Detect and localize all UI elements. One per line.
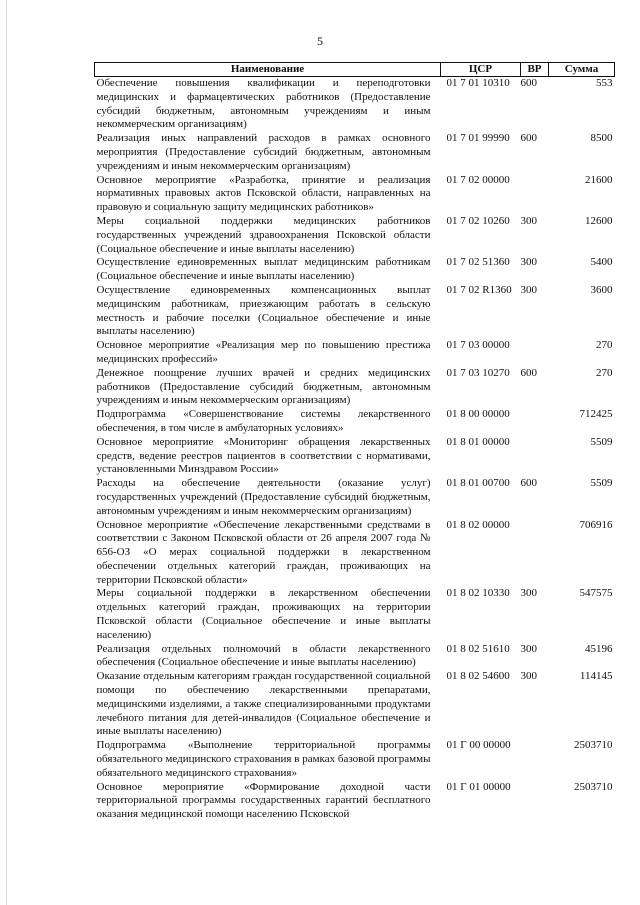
row-csr-code: 01 8 00 00000	[446, 408, 510, 421]
header-sum: Сумма	[549, 63, 615, 77]
row-vr-code	[521, 339, 549, 367]
row-sum: 3600	[590, 283, 613, 296]
table-row	[95, 436, 615, 477]
row-sum: 8500	[590, 132, 613, 145]
table-row	[95, 739, 615, 780]
row-sum: 270	[596, 339, 613, 352]
row-name: Подпрограмма «Выполнение территориальной программы обязательного медицинского страхования в рамках базовой программы обязательного медицинского страхования»	[96, 739, 431, 779]
table-row	[95, 367, 615, 408]
row-sum: 5509	[590, 435, 613, 448]
table-row	[95, 284, 615, 339]
row-vr-code: 600	[520, 477, 537, 490]
row-sum: 45196	[585, 642, 613, 655]
table-row	[95, 519, 615, 588]
row-csr-code: 01 8 01 00000	[446, 435, 510, 448]
row-csr-code: 01 7 01 99990	[446, 132, 510, 145]
row-csr-code: 01 7 02 51360	[446, 256, 510, 269]
table-row	[95, 781, 615, 822]
row-sum: 553	[596, 77, 613, 89]
row-sum: 114145	[579, 670, 613, 683]
table-row	[95, 339, 615, 367]
row-sum: 12600	[585, 214, 613, 227]
row-name: Основное мероприятие «Формирование доходной части территориальной программы государственных гарантий бесплатного оказания медицинской помощи населению Псковской	[96, 780, 431, 821]
row-sum: 2503710	[574, 780, 613, 793]
table-row	[95, 215, 615, 256]
row-sum: 706916	[579, 518, 613, 531]
row-sum: 21600	[585, 173, 613, 186]
row-csr-code: 01 7 02 00000	[446, 173, 510, 186]
row-name: Основное мероприятие «Разработка, принятие и реализация нормативных правовых актов Псковской области, направленных на правовую и социальную защиту медицинских работников»	[96, 173, 431, 214]
table-header-row	[95, 63, 615, 77]
row-vr-code: 600	[520, 366, 537, 379]
row-name: Обеспечение повышения квалификации и переподготовки медицинских и фармацевтических работников (Предоставление субсидий бюджетным, автономным учреждениям и иным некоммерческим организациям)	[96, 77, 431, 131]
row-csr-code: 01 8 01 00700	[446, 477, 510, 490]
table-row	[95, 670, 615, 739]
row-csr-code: 01 Г 00 00000	[446, 739, 511, 752]
row-name: Меры социальной поддержки в лекарственном обеспечении отдельных категорий граждан, проживающих на территории Псковской области (Социальное обеспечение и иные выплаты населению)	[96, 587, 431, 641]
row-csr-code: 01 8 02 54600	[446, 670, 510, 683]
table-row	[95, 643, 615, 671]
row-vr-code: 600	[520, 77, 537, 89]
budget-table	[94, 62, 615, 822]
row-vr-code: 300	[520, 670, 537, 683]
row-vr-code	[521, 408, 549, 436]
row-csr-code: 01 7 03 00000	[446, 339, 510, 352]
row-name: Осуществление единовременных компенсационных выплат медицинским работникам, приезжающим работать в сельскую местность и рабочие поселки (Социальное обеспечение и иные выплаты населению)	[96, 283, 431, 338]
row-csr-code: 01 Г 01 00000	[446, 780, 511, 793]
row-csr-code: 01 7 03 10270	[446, 366, 510, 379]
row-csr-code: 01 7 02 10260	[446, 214, 510, 227]
row-sum: 712425	[579, 408, 613, 421]
row-name: Расходы на обеспечение деятельности (оказание услуг) государственных учреждений (Предоставление субсидий бюджетным, автономным учреждениям и иным некоммерческим организациям)	[96, 477, 431, 517]
row-vr-code	[521, 174, 549, 215]
budget-table-container	[94, 62, 614, 822]
row-csr-code: 01 8 02 51610	[446, 642, 510, 655]
header-name: Наименование	[95, 63, 441, 77]
header-csr: ЦСР	[441, 63, 521, 77]
row-vr-code: 300	[520, 642, 537, 655]
header-vr: ВР	[521, 63, 549, 77]
table-row	[95, 477, 615, 518]
row-vr-code: 300	[520, 283, 537, 296]
row-sum: 5509	[590, 477, 613, 490]
row-sum: 270	[596, 366, 613, 379]
row-name: Подпрограмма «Совершенствование системы лекарственного обеспечения, в том числе в амбулаторных условиях»	[96, 408, 431, 434]
row-name: Меры социальной поддержки медицинских работников государственных учреждений здравоохранения Псковской области (Социальное обеспечение и иные выплаты населению)	[96, 214, 431, 255]
row-vr-code: 300	[520, 587, 537, 600]
row-name: Реализация иных направлений расходов в рамках основного мероприятия (Предоставление субсидий бюджетным, автономным учреждениям и иным некоммерческим организациям)	[96, 132, 431, 172]
row-name: Основное мероприятие «Мониторинг обращения лекарственных средств, ведение реестров пациентов в соответствии с нормативами, установленными Минздравом России»	[96, 435, 431, 476]
row-vr-code: 600	[520, 132, 537, 145]
table-row	[95, 256, 615, 284]
table-row	[95, 132, 615, 173]
row-sum: 2503710	[574, 739, 613, 752]
row-csr-code: 01 8 02 00000	[446, 518, 510, 531]
table-row	[95, 408, 615, 436]
scan-margin-line	[6, 0, 7, 905]
row-name: Денежное поощрение лучших врачей и средних медицинских работников (Предоставление субсидий бюджетным, автономным учреждениям и иным некоммерческим организациям)	[96, 366, 431, 407]
row-csr-code: 01 8 02 10330	[446, 587, 510, 600]
row-vr-code	[521, 519, 549, 588]
row-vr-code	[521, 781, 549, 822]
row-sum: 547575	[579, 587, 613, 600]
row-name: Основное мероприятие «Реализация мер по повышению престижа медицинских профессий»	[96, 339, 431, 365]
row-name: Реализация отдельных полномочий в области лекарственного обеспечения (Социальное обеспечение и иные выплаты населению)	[96, 642, 431, 669]
row-vr-code	[521, 739, 549, 780]
table-row	[95, 587, 615, 642]
row-csr-code: 01 7 01 10310	[446, 77, 510, 89]
row-sum: 5400	[590, 256, 613, 269]
table-row	[95, 77, 615, 133]
row-name: Оказание отдельным категориям граждан государственной социальной помощи по обеспечению лекарственными препаратами, медицинскими изделиями, а также специализированными продуктами лечебного питания для детей-инвалидов (Социальное обеспечение и иные выплаты населению)	[96, 670, 431, 738]
row-csr-code: 01 7 02 R1360	[446, 283, 512, 296]
row-vr-code: 300	[520, 256, 537, 269]
row-name: Осуществление единовременных выплат медицинским работникам (Социальное обеспечение и иные выплаты населению)	[96, 256, 431, 283]
row-vr-code: 300	[520, 214, 537, 227]
table-row	[95, 174, 615, 215]
row-name: Основное мероприятие «Обеспечение лекарственными средствами в соответствии с Законом Псковской области от 26 апреля 2007 года № 656-ОЗ «О мерах социальной поддержки в лекарственном обеспечении отдельных категорий граждан, проживающих на территории Псковской области»	[96, 518, 431, 586]
page-number: 5	[317, 34, 323, 48]
row-vr-code	[521, 436, 549, 477]
